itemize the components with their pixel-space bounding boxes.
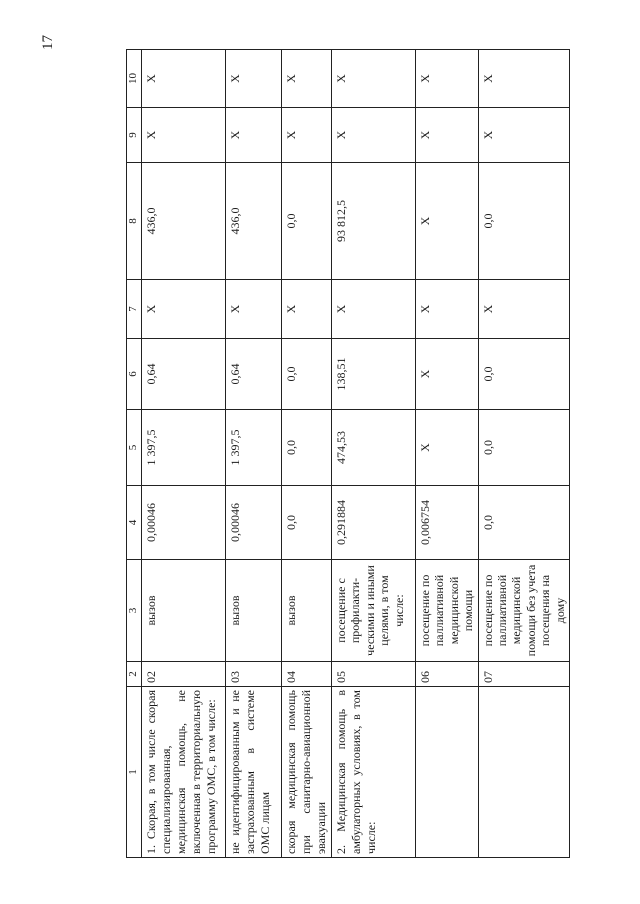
value-cell: Х	[416, 50, 479, 108]
value-cell: 0,0	[282, 339, 332, 410]
value-cell: Х	[332, 280, 416, 339]
col-header-3: 3	[127, 560, 142, 662]
col-header-4: 4	[127, 486, 142, 560]
row-code: 07	[478, 662, 569, 687]
unit-cell: вызов	[282, 560, 332, 662]
value-cell: 0,00046	[226, 486, 282, 560]
row-label	[416, 687, 479, 858]
table-row	[416, 50, 479, 858]
col-header-6: 6	[127, 339, 142, 410]
value-cell: 1 397,5	[142, 410, 226, 486]
value-cell: Х	[478, 50, 569, 108]
value-cell: Х	[282, 50, 332, 108]
page-number: 17	[40, 35, 56, 50]
col-header-2: 2	[127, 662, 142, 687]
col-header-10: 10	[127, 50, 142, 108]
value-cell: 93 812,5	[332, 163, 416, 280]
value-cell: 0,64	[226, 339, 282, 410]
row-label: не идентифицированным и не застрахованным в системе ОМС лицам	[226, 687, 282, 858]
value-cell: 0,006754	[416, 486, 479, 560]
value-cell: 0,64	[142, 339, 226, 410]
value-cell: 0,0	[282, 486, 332, 560]
value-cell: 0,00046	[142, 486, 226, 560]
col-header-7: 7	[127, 280, 142, 339]
row-code: 06	[416, 662, 479, 687]
col-header-9: 9	[127, 108, 142, 163]
value-cell: Х	[226, 280, 282, 339]
rotated-table-wrapper	[126, 50, 567, 858]
unit-cell: вызов	[142, 560, 226, 662]
value-cell: Х	[226, 108, 282, 163]
unit-cell: вызов	[226, 560, 282, 662]
table-row	[142, 50, 226, 858]
value-cell: Х	[142, 50, 226, 108]
row-label	[478, 687, 569, 858]
col-header-5: 5	[127, 410, 142, 486]
value-cell: 474,53	[332, 410, 416, 486]
table-row	[226, 50, 282, 858]
unit-cell: посещение с профилакти-ческими и иными целями, в том числе:	[332, 560, 416, 662]
value-cell: Х	[282, 108, 332, 163]
table-row	[282, 50, 332, 858]
value-cell: Х	[478, 280, 569, 339]
value-cell: Х	[282, 280, 332, 339]
table-row	[332, 50, 416, 858]
value-cell: Х	[332, 50, 416, 108]
value-cell: Х	[416, 410, 479, 486]
row-code: 04	[282, 662, 332, 687]
row-code: 05	[332, 662, 416, 687]
value-cell: 0,0	[478, 163, 569, 280]
value-cell: Х	[416, 339, 479, 410]
value-cell: 0,0	[282, 410, 332, 486]
value-cell: Х	[478, 108, 569, 163]
value-cell: 1 397,5	[226, 410, 282, 486]
header-row	[127, 50, 142, 858]
col-header-1: 1	[127, 687, 142, 858]
row-code: 02	[142, 662, 226, 687]
value-cell: Х	[142, 108, 226, 163]
value-cell: Х	[416, 280, 479, 339]
value-cell: Х	[226, 50, 282, 108]
value-cell: Х	[416, 108, 479, 163]
row-label: скорая медицинская помощь при санитарно-авиационной эвакуации	[282, 687, 332, 858]
col-header-8: 8	[127, 163, 142, 280]
value-cell: 436,0	[142, 163, 226, 280]
table-row	[478, 50, 569, 858]
unit-cell: посещение по паллиативной медицинской помощи	[416, 560, 479, 662]
value-cell: 0,0	[282, 163, 332, 280]
value-cell: Х	[332, 108, 416, 163]
value-cell: 138,51	[332, 339, 416, 410]
value-cell: Х	[142, 280, 226, 339]
value-cell: 436,0	[226, 163, 282, 280]
value-cell: 0,0	[478, 486, 569, 560]
value-cell: 0,291884	[332, 486, 416, 560]
value-cell: 0,0	[478, 410, 569, 486]
row-code: 03	[226, 662, 282, 687]
row-label: 2. Медицинская помощь в амбулаторных условиях, в том числе:	[332, 687, 416, 858]
data-table	[126, 49, 570, 858]
value-cell: 0,0	[478, 339, 569, 410]
value-cell: Х	[416, 163, 479, 280]
row-label: 1. Скорая, в том числе скорая специализированная, медицинская помощь, не включенная в территориальную программу ОМС, в том числе:	[142, 687, 226, 858]
unit-cell: посещение по паллиативной медицинской помощи без учета посещения на дому	[478, 560, 569, 662]
